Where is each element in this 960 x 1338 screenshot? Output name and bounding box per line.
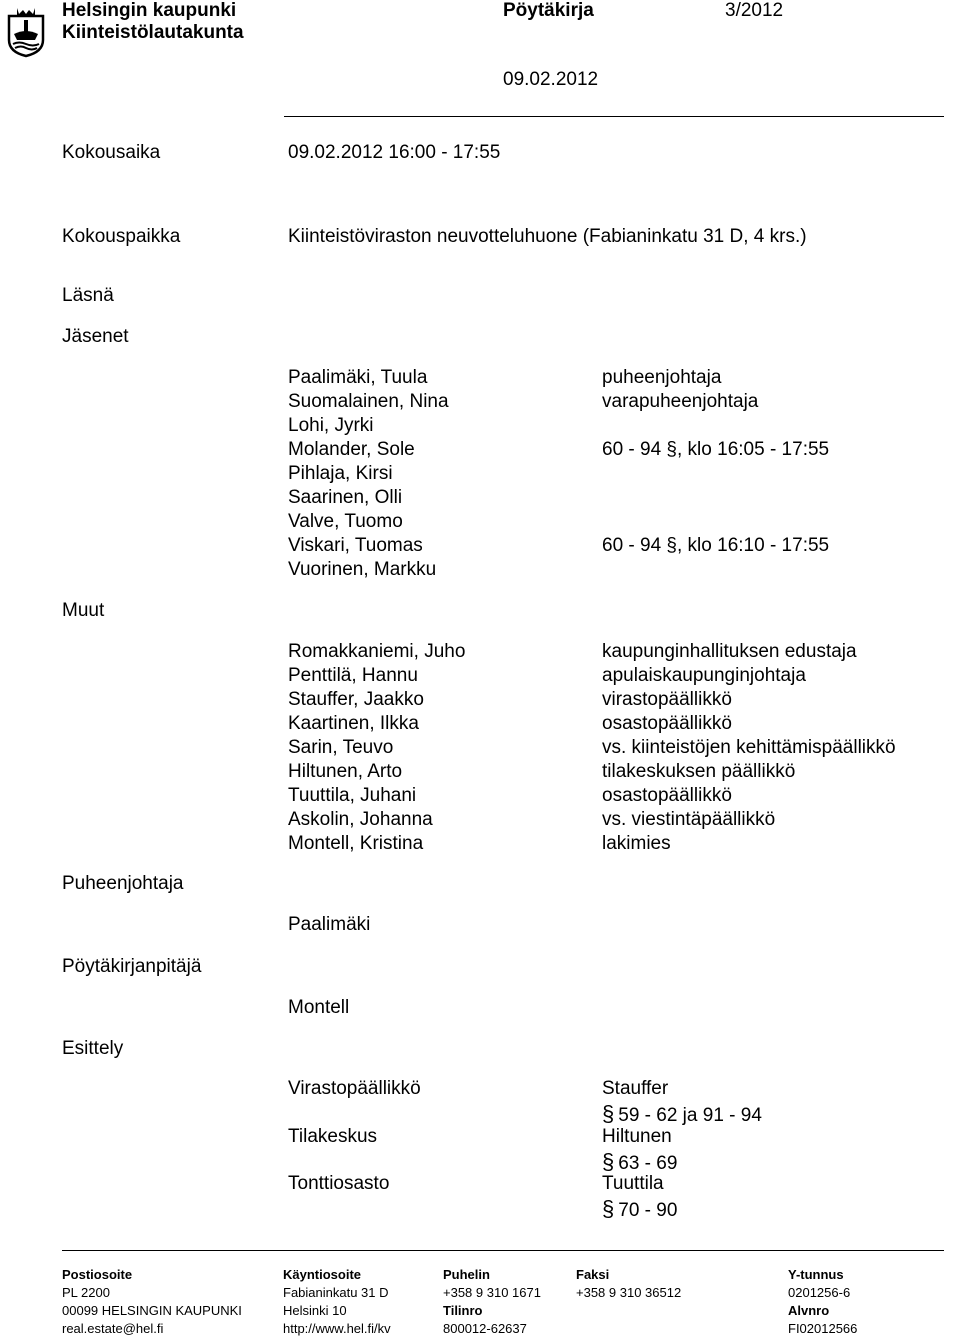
member-name: Paalimäki, Tuula xyxy=(288,367,428,388)
chair-value: Paalimäki xyxy=(288,914,371,935)
others-names xyxy=(288,640,465,856)
present-label: Läsnä xyxy=(62,285,114,306)
section-symbol: § xyxy=(602,1101,615,1126)
footer-fax xyxy=(576,1266,681,1338)
member-role: 60 - 94 §, klo 16:10 - 17:55 xyxy=(602,535,830,556)
footer-text: FI02012566 xyxy=(788,1321,858,1336)
presentation-sections xyxy=(602,1149,677,1175)
presentation-sections xyxy=(602,1196,677,1222)
member-name: Valve, Tuomo xyxy=(288,511,403,532)
board-name: Kiinteistölautakunta xyxy=(62,22,244,43)
other-name: Penttilä, Hannu xyxy=(288,665,418,686)
footer-text xyxy=(576,1302,681,1320)
chair-label: Puheenjohtaja xyxy=(62,873,184,894)
presentation-person: Stauffer xyxy=(602,1078,669,1099)
other-name: Askolin, Johanna xyxy=(288,809,433,830)
other-role: virastopäällikkö xyxy=(602,689,732,710)
other-name: Hiltunen, Arto xyxy=(288,761,403,782)
presentation-unit: Tonttiosasto xyxy=(288,1173,390,1194)
other-role: vs. kiinteistöjen kehittämispäällikkö xyxy=(602,737,896,758)
footer-heading: Faksi xyxy=(576,1267,610,1282)
other-name: Tuuttila, Juhani xyxy=(288,785,417,806)
other-role: vs. viestintäpäällikkö xyxy=(602,809,776,830)
presentation-unit: Tilakeskus xyxy=(288,1126,378,1147)
member-role xyxy=(602,462,829,486)
secretary-label: Pöytäkirjanpitäjä xyxy=(62,956,202,977)
members-roles xyxy=(602,366,829,582)
member-role xyxy=(602,486,829,510)
member-role xyxy=(602,558,829,582)
member-name: Molander, Sole xyxy=(288,439,415,460)
footer-text: PL 2200 xyxy=(62,1285,110,1300)
document-number: 3/2012 xyxy=(725,0,784,21)
footer-phone xyxy=(443,1266,541,1338)
other-role: osastopäällikkö xyxy=(602,785,732,806)
presentation-person: Tuuttila xyxy=(602,1173,664,1194)
members-label: Jäsenet xyxy=(62,326,129,347)
footer-email-link[interactable]: real.estate@hel.fi xyxy=(62,1321,164,1336)
presentation-unit: Virastopäällikkö xyxy=(288,1078,421,1099)
section-range: 63 - 69 xyxy=(618,1153,678,1174)
footer-heading: Käyntiosoite xyxy=(283,1267,362,1282)
other-name: Romakkaniemi, Juho xyxy=(288,641,466,662)
footer-text: Fabianinkatu 31 D xyxy=(283,1285,389,1300)
presentation-label: Esittely xyxy=(62,1038,124,1059)
footer-business-id xyxy=(788,1266,857,1338)
other-role: tilakeskuksen päällikkö xyxy=(602,761,796,782)
meeting-place-value: Kiinteistöviraston neuvotteluhuone (Fabianinkatu 31 D, 4 krs.) xyxy=(288,226,807,247)
others-roles xyxy=(602,640,896,856)
footer-heading: Postiosoite xyxy=(62,1267,133,1282)
presentation-sections xyxy=(602,1101,762,1127)
header-divider xyxy=(284,116,944,117)
other-name: Montell, Kristina xyxy=(288,833,424,854)
other-role: osastopäällikkö xyxy=(602,713,732,734)
member-name: Vuorinen, Markku xyxy=(288,559,437,580)
other-role: kaupunginhallituksen edustaja xyxy=(602,641,857,662)
other-name: Stauffer, Jaakko xyxy=(288,689,424,710)
member-role: varapuheenjohtaja xyxy=(602,391,759,412)
member-name: Suomalainen, Nina xyxy=(288,391,449,412)
footer-website-link[interactable]: http://www.hel.fi/kv xyxy=(283,1321,391,1336)
organization-name: Helsingin kaupunki xyxy=(62,0,237,21)
meeting-time-label: Kokousaika xyxy=(62,142,161,163)
footer-heading: Puhelin xyxy=(443,1267,490,1282)
footer-text: +358 9 310 36512 xyxy=(576,1285,682,1300)
member-name: Viskari, Tuomas xyxy=(288,535,423,556)
footer-text: +358 9 310 1671 xyxy=(443,1285,541,1300)
section-symbol: § xyxy=(602,1196,615,1221)
section-symbol: § xyxy=(602,1149,615,1174)
member-name: Saarinen, Olli xyxy=(288,487,403,508)
other-name: Sarin, Teuvo xyxy=(288,737,394,758)
footer-text xyxy=(576,1320,681,1338)
helsinki-crest-logo xyxy=(5,2,47,58)
footer-text: 0201256-6 xyxy=(788,1285,851,1300)
section-range: 59 - 62 ja 91 - 94 xyxy=(618,1105,762,1126)
member-role xyxy=(602,510,829,534)
footer-divider xyxy=(62,1250,944,1251)
member-role: 60 - 94 §, klo 16:05 - 17:55 xyxy=(602,439,830,460)
secretary-value: Montell xyxy=(288,997,350,1018)
footer-text: Helsinki 10 xyxy=(283,1303,347,1318)
other-role: lakimies xyxy=(602,833,671,854)
presentation-person: Hiltunen xyxy=(602,1126,672,1147)
members-names xyxy=(288,366,449,582)
meeting-time-value: 09.02.2012 16:00 - 17:55 xyxy=(288,142,501,163)
document-type: Pöytäkirja xyxy=(503,0,594,21)
other-role: apulaiskaupunginjohtaja xyxy=(602,665,806,686)
footer-heading: Tilinro xyxy=(443,1303,483,1318)
other-name: Kaartinen, Ilkka xyxy=(288,713,419,734)
footer-heading: Y-tunnus xyxy=(788,1267,844,1282)
section-range: 70 - 90 xyxy=(618,1200,678,1221)
footer-text: 800012-62637 xyxy=(443,1321,527,1336)
document-date: 09.02.2012 xyxy=(503,69,599,90)
member-role: puheenjohtaja xyxy=(602,367,722,388)
meeting-place-label: Kokouspaikka xyxy=(62,226,181,247)
member-name: Pihlaja, Kirsi xyxy=(288,463,393,484)
footer-postal xyxy=(62,1266,242,1338)
member-role xyxy=(602,414,829,438)
footer-heading: Alvnro xyxy=(788,1303,830,1318)
footer-visiting xyxy=(283,1266,391,1338)
footer-text: 00099 HELSINGIN KAUPUNKI xyxy=(62,1303,242,1318)
others-label: Muut xyxy=(62,600,105,621)
member-name: Lohi, Jyrki xyxy=(288,415,374,436)
